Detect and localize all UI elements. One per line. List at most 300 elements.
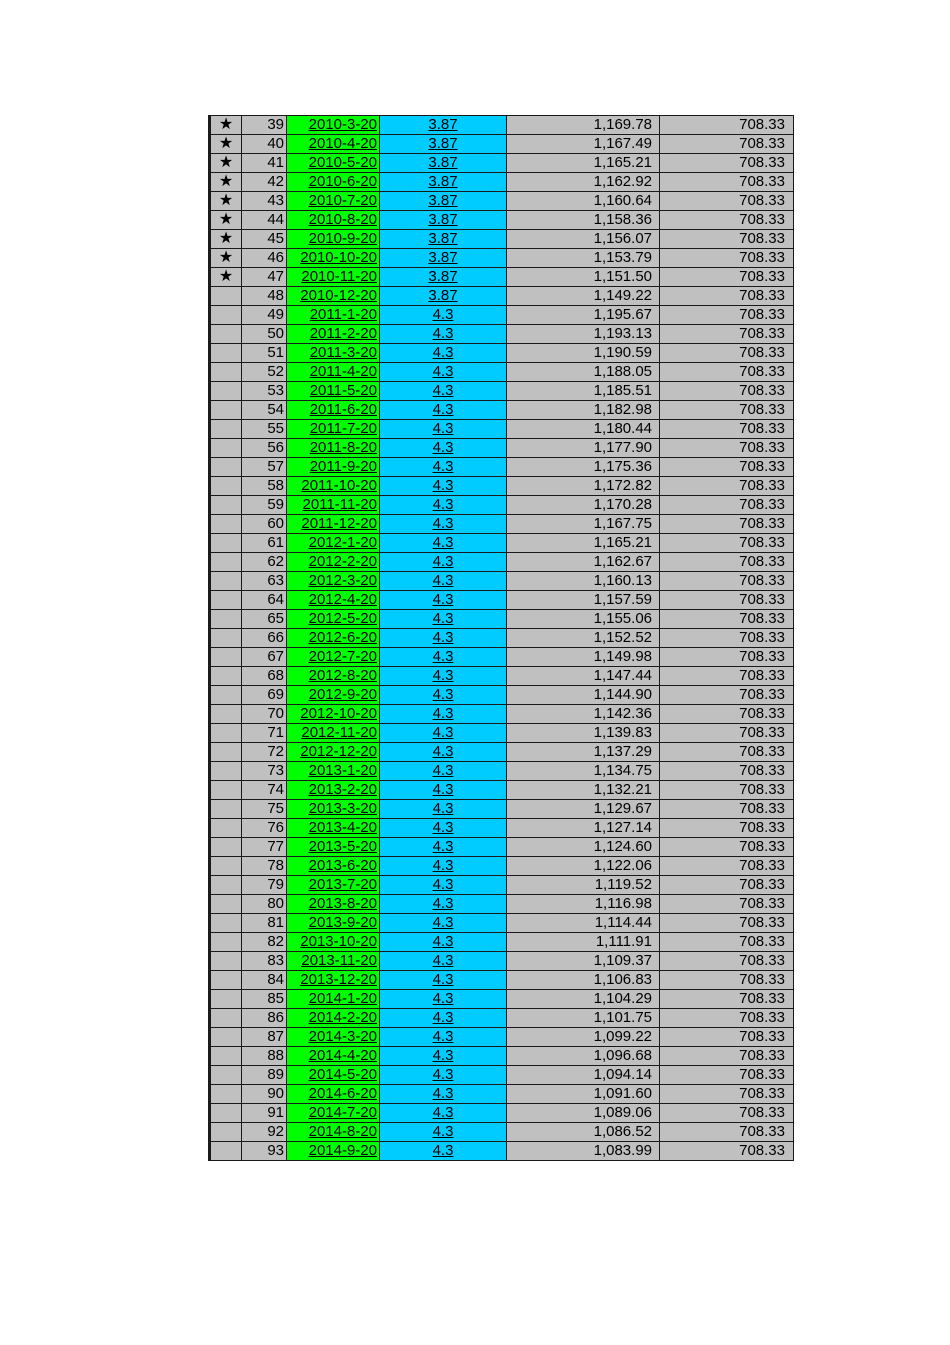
payment-date-cell[interactable]: 2014-9-20 — [287, 1142, 380, 1161]
mark-cell[interactable] — [210, 439, 242, 458]
interest-rate-cell[interactable]: 4.3 — [380, 1142, 507, 1161]
interest-rate-cell[interactable]: 4.3 — [380, 857, 507, 876]
mark-cell[interactable] — [210, 401, 242, 420]
interest-rate-cell[interactable]: 4.3 — [380, 819, 507, 838]
period-number-cell[interactable]: 75 — [242, 800, 287, 819]
period-number-cell[interactable]: 69 — [242, 686, 287, 705]
balance-cell[interactable]: 1,162.92 — [507, 173, 660, 192]
period-number-cell[interactable]: 82 — [242, 933, 287, 952]
payment-cell[interactable]: 708.33 — [660, 382, 794, 401]
payment-cell[interactable]: 708.33 — [660, 819, 794, 838]
interest-rate-cell[interactable]: 4.3 — [380, 629, 507, 648]
balance-cell[interactable]: 1,124.60 — [507, 838, 660, 857]
interest-rate-cell[interactable]: 4.3 — [380, 762, 507, 781]
payment-date-cell[interactable]: 2011-9-20 — [287, 458, 380, 477]
interest-rate-cell[interactable]: 4.3 — [380, 477, 507, 496]
payment-cell[interactable]: 708.33 — [660, 990, 794, 1009]
mark-cell[interactable] — [210, 914, 242, 933]
balance-cell[interactable]: 1,142.36 — [507, 705, 660, 724]
balance-cell[interactable]: 1,147.44 — [507, 667, 660, 686]
payment-cell[interactable]: 708.33 — [660, 705, 794, 724]
mark-cell[interactable] — [210, 458, 242, 477]
payment-cell[interactable]: 708.33 — [660, 591, 794, 610]
payment-date-cell[interactable]: 2010-8-20 — [287, 211, 380, 230]
interest-rate-cell[interactable]: 4.3 — [380, 648, 507, 667]
balance-cell[interactable]: 1,162.67 — [507, 553, 660, 572]
payment-cell[interactable]: 708.33 — [660, 116, 794, 135]
interest-rate-cell[interactable]: 3.87 — [380, 173, 507, 192]
payment-cell[interactable]: 708.33 — [660, 857, 794, 876]
interest-rate-cell[interactable]: 4.3 — [380, 781, 507, 800]
period-number-cell[interactable]: 55 — [242, 420, 287, 439]
interest-rate-cell[interactable]: 3.87 — [380, 116, 507, 135]
mark-cell[interactable] — [210, 838, 242, 857]
period-number-cell[interactable]: 66 — [242, 629, 287, 648]
interest-rate-cell[interactable]: 4.3 — [380, 686, 507, 705]
balance-cell[interactable]: 1,175.36 — [507, 458, 660, 477]
payment-cell[interactable]: 708.33 — [660, 420, 794, 439]
payment-cell[interactable]: 708.33 — [660, 724, 794, 743]
mark-cell[interactable] — [210, 876, 242, 895]
interest-rate-cell[interactable]: 4.3 — [380, 971, 507, 990]
payment-cell[interactable]: 708.33 — [660, 876, 794, 895]
period-number-cell[interactable]: 63 — [242, 572, 287, 591]
period-number-cell[interactable]: 84 — [242, 971, 287, 990]
payment-date-cell[interactable]: 2012-1-20 — [287, 534, 380, 553]
payment-date-cell[interactable]: 2012-10-20 — [287, 705, 380, 724]
balance-cell[interactable]: 1,116.98 — [507, 895, 660, 914]
period-number-cell[interactable]: 46 — [242, 249, 287, 268]
mark-cell[interactable] — [210, 553, 242, 572]
mark-cell[interactable] — [210, 648, 242, 667]
period-number-cell[interactable]: 85 — [242, 990, 287, 1009]
interest-rate-cell[interactable]: 4.3 — [380, 496, 507, 515]
period-number-cell[interactable]: 54 — [242, 401, 287, 420]
mark-cell[interactable] — [210, 1104, 242, 1123]
payment-date-cell[interactable]: 2010-4-20 — [287, 135, 380, 154]
balance-cell[interactable]: 1,169.78 — [507, 116, 660, 135]
mark-cell[interactable] — [210, 1009, 242, 1028]
payment-cell[interactable]: 708.33 — [660, 610, 794, 629]
payment-date-cell[interactable]: 2014-5-20 — [287, 1066, 380, 1085]
period-number-cell[interactable]: 70 — [242, 705, 287, 724]
payment-cell[interactable]: 708.33 — [660, 249, 794, 268]
period-number-cell[interactable]: 43 — [242, 192, 287, 211]
balance-cell[interactable]: 1,180.44 — [507, 420, 660, 439]
payment-date-cell[interactable]: 2012-3-20 — [287, 572, 380, 591]
interest-rate-cell[interactable]: 4.3 — [380, 553, 507, 572]
interest-rate-cell[interactable]: 4.3 — [380, 1085, 507, 1104]
balance-cell[interactable]: 1,158.36 — [507, 211, 660, 230]
payment-cell[interactable]: 708.33 — [660, 914, 794, 933]
payment-cell[interactable]: 708.33 — [660, 781, 794, 800]
mark-cell[interactable] — [210, 990, 242, 1009]
payment-date-cell[interactable]: 2010-5-20 — [287, 154, 380, 173]
interest-rate-cell[interactable]: 4.3 — [380, 1104, 507, 1123]
payment-date-cell[interactable]: 2014-6-20 — [287, 1085, 380, 1104]
payment-cell[interactable]: 708.33 — [660, 629, 794, 648]
period-number-cell[interactable]: 90 — [242, 1085, 287, 1104]
payment-date-cell[interactable]: 2011-10-20 — [287, 477, 380, 496]
period-number-cell[interactable]: 83 — [242, 952, 287, 971]
period-number-cell[interactable]: 67 — [242, 648, 287, 667]
period-number-cell[interactable]: 48 — [242, 287, 287, 306]
balance-cell[interactable]: 1,106.83 — [507, 971, 660, 990]
payment-date-cell[interactable]: 2013-9-20 — [287, 914, 380, 933]
interest-rate-cell[interactable]: 4.3 — [380, 439, 507, 458]
period-number-cell[interactable]: 64 — [242, 591, 287, 610]
payment-date-cell[interactable]: 2013-12-20 — [287, 971, 380, 990]
balance-cell[interactable]: 1,101.75 — [507, 1009, 660, 1028]
balance-cell[interactable]: 1,190.59 — [507, 344, 660, 363]
interest-rate-cell[interactable]: 3.87 — [380, 268, 507, 287]
period-number-cell[interactable]: 71 — [242, 724, 287, 743]
balance-cell[interactable]: 1,195.67 — [507, 306, 660, 325]
period-number-cell[interactable]: 80 — [242, 895, 287, 914]
period-number-cell[interactable]: 88 — [242, 1047, 287, 1066]
payment-cell[interactable]: 708.33 — [660, 895, 794, 914]
payment-date-cell[interactable]: 2012-9-20 — [287, 686, 380, 705]
mark-cell[interactable] — [210, 743, 242, 762]
period-number-cell[interactable]: 78 — [242, 857, 287, 876]
payment-cell[interactable]: 708.33 — [660, 1047, 794, 1066]
interest-rate-cell[interactable]: 4.3 — [380, 838, 507, 857]
interest-rate-cell[interactable]: 4.3 — [380, 1009, 507, 1028]
mark-cell[interactable] — [210, 781, 242, 800]
period-number-cell[interactable]: 44 — [242, 211, 287, 230]
mark-cell[interactable] — [210, 591, 242, 610]
mark-cell[interactable] — [210, 971, 242, 990]
balance-cell[interactable]: 1,182.98 — [507, 401, 660, 420]
payment-date-cell[interactable]: 2013-8-20 — [287, 895, 380, 914]
interest-rate-cell[interactable]: 3.87 — [380, 249, 507, 268]
mark-cell[interactable] — [210, 952, 242, 971]
payment-cell[interactable]: 708.33 — [660, 933, 794, 952]
interest-rate-cell[interactable]: 4.3 — [380, 458, 507, 477]
payment-cell[interactable]: 708.33 — [660, 458, 794, 477]
balance-cell[interactable]: 1,096.68 — [507, 1047, 660, 1066]
payment-cell[interactable]: 708.33 — [660, 515, 794, 534]
balance-cell[interactable]: 1,127.14 — [507, 819, 660, 838]
mark-cell[interactable] — [210, 382, 242, 401]
balance-cell[interactable]: 1,165.21 — [507, 154, 660, 173]
mark-cell[interactable] — [210, 420, 242, 439]
payment-date-cell[interactable]: 2010-12-20 — [287, 287, 380, 306]
payment-date-cell[interactable]: 2011-1-20 — [287, 306, 380, 325]
payment-cell[interactable]: 708.33 — [660, 363, 794, 382]
interest-rate-cell[interactable]: 4.3 — [380, 382, 507, 401]
balance-cell[interactable]: 1,122.06 — [507, 857, 660, 876]
payment-date-cell[interactable]: 2013-5-20 — [287, 838, 380, 857]
payment-cell[interactable]: 708.33 — [660, 686, 794, 705]
interest-rate-cell[interactable]: 3.87 — [380, 154, 507, 173]
payment-date-cell[interactable]: 2013-4-20 — [287, 819, 380, 838]
balance-cell[interactable]: 1,132.21 — [507, 781, 660, 800]
payment-date-cell[interactable]: 2013-3-20 — [287, 800, 380, 819]
star-icon[interactable]: ★ — [210, 268, 242, 287]
period-number-cell[interactable]: 50 — [242, 325, 287, 344]
balance-cell[interactable]: 1,167.75 — [507, 515, 660, 534]
interest-rate-cell[interactable]: 4.3 — [380, 705, 507, 724]
mark-cell[interactable] — [210, 344, 242, 363]
payment-date-cell[interactable]: 2014-3-20 — [287, 1028, 380, 1047]
interest-rate-cell[interactable]: 4.3 — [380, 363, 507, 382]
balance-cell[interactable]: 1,114.44 — [507, 914, 660, 933]
star-icon[interactable]: ★ — [210, 230, 242, 249]
balance-cell[interactable]: 1,167.49 — [507, 135, 660, 154]
period-number-cell[interactable]: 49 — [242, 306, 287, 325]
period-number-cell[interactable]: 81 — [242, 914, 287, 933]
payment-date-cell[interactable]: 2013-2-20 — [287, 781, 380, 800]
payment-cell[interactable]: 708.33 — [660, 192, 794, 211]
payment-date-cell[interactable]: 2011-3-20 — [287, 344, 380, 363]
payment-date-cell[interactable]: 2011-12-20 — [287, 515, 380, 534]
payment-date-cell[interactable]: 2013-10-20 — [287, 933, 380, 952]
payment-date-cell[interactable]: 2011-11-20 — [287, 496, 380, 515]
mark-cell[interactable] — [210, 572, 242, 591]
mark-cell[interactable] — [210, 1066, 242, 1085]
period-number-cell[interactable]: 68 — [242, 667, 287, 686]
payment-date-cell[interactable]: 2014-4-20 — [287, 1047, 380, 1066]
interest-rate-cell[interactable]: 4.3 — [380, 933, 507, 952]
payment-date-cell[interactable]: 2013-1-20 — [287, 762, 380, 781]
interest-rate-cell[interactable]: 4.3 — [380, 591, 507, 610]
mark-cell[interactable] — [210, 363, 242, 382]
interest-rate-cell[interactable]: 4.3 — [380, 1047, 507, 1066]
payment-date-cell[interactable]: 2010-10-20 — [287, 249, 380, 268]
payment-date-cell[interactable]: 2010-6-20 — [287, 173, 380, 192]
balance-cell[interactable]: 1,177.90 — [507, 439, 660, 458]
interest-rate-cell[interactable]: 4.3 — [380, 401, 507, 420]
period-number-cell[interactable]: 86 — [242, 1009, 287, 1028]
mark-cell[interactable] — [210, 686, 242, 705]
star-icon[interactable]: ★ — [210, 173, 242, 192]
payment-cell[interactable]: 708.33 — [660, 211, 794, 230]
star-icon[interactable]: ★ — [210, 249, 242, 268]
period-number-cell[interactable]: 56 — [242, 439, 287, 458]
period-number-cell[interactable]: 65 — [242, 610, 287, 629]
payment-date-cell[interactable]: 2012-7-20 — [287, 648, 380, 667]
period-number-cell[interactable]: 53 — [242, 382, 287, 401]
mark-cell[interactable] — [210, 705, 242, 724]
interest-rate-cell[interactable]: 4.3 — [380, 534, 507, 553]
balance-cell[interactable]: 1,152.52 — [507, 629, 660, 648]
period-number-cell[interactable]: 73 — [242, 762, 287, 781]
payment-cell[interactable]: 708.33 — [660, 173, 794, 192]
interest-rate-cell[interactable]: 4.3 — [380, 800, 507, 819]
payment-date-cell[interactable]: 2010-9-20 — [287, 230, 380, 249]
payment-cell[interactable]: 708.33 — [660, 1085, 794, 1104]
interest-rate-cell[interactable]: 3.87 — [380, 287, 507, 306]
balance-cell[interactable]: 1,134.75 — [507, 762, 660, 781]
balance-cell[interactable]: 1,089.06 — [507, 1104, 660, 1123]
payment-cell[interactable]: 708.33 — [660, 477, 794, 496]
balance-cell[interactable]: 1,153.79 — [507, 249, 660, 268]
payment-date-cell[interactable]: 2010-7-20 — [287, 192, 380, 211]
balance-cell[interactable]: 1,172.82 — [507, 477, 660, 496]
balance-cell[interactable]: 1,086.52 — [507, 1123, 660, 1142]
interest-rate-cell[interactable]: 3.87 — [380, 192, 507, 211]
payment-cell[interactable]: 708.33 — [660, 135, 794, 154]
mark-cell[interactable] — [210, 1123, 242, 1142]
payment-date-cell[interactable]: 2011-6-20 — [287, 401, 380, 420]
payment-date-cell[interactable]: 2013-11-20 — [287, 952, 380, 971]
period-number-cell[interactable]: 45 — [242, 230, 287, 249]
mark-cell[interactable] — [210, 325, 242, 344]
interest-rate-cell[interactable]: 4.3 — [380, 895, 507, 914]
interest-rate-cell[interactable]: 4.3 — [380, 515, 507, 534]
interest-rate-cell[interactable]: 4.3 — [380, 952, 507, 971]
balance-cell[interactable]: 1,160.13 — [507, 572, 660, 591]
balance-cell[interactable]: 1,155.06 — [507, 610, 660, 629]
mark-cell[interactable] — [210, 477, 242, 496]
interest-rate-cell[interactable]: 3.87 — [380, 211, 507, 230]
mark-cell[interactable] — [210, 610, 242, 629]
payment-cell[interactable]: 708.33 — [660, 1066, 794, 1085]
payment-date-cell[interactable]: 2014-7-20 — [287, 1104, 380, 1123]
payment-date-cell[interactable]: 2011-7-20 — [287, 420, 380, 439]
payment-cell[interactable]: 708.33 — [660, 952, 794, 971]
balance-cell[interactable]: 1,129.67 — [507, 800, 660, 819]
period-number-cell[interactable]: 40 — [242, 135, 287, 154]
payment-date-cell[interactable]: 2011-2-20 — [287, 325, 380, 344]
payment-cell[interactable]: 708.33 — [660, 534, 794, 553]
mark-cell[interactable] — [210, 800, 242, 819]
star-icon[interactable]: ★ — [210, 135, 242, 154]
period-number-cell[interactable]: 57 — [242, 458, 287, 477]
period-number-cell[interactable]: 51 — [242, 344, 287, 363]
mark-cell[interactable] — [210, 534, 242, 553]
period-number-cell[interactable]: 60 — [242, 515, 287, 534]
payment-date-cell[interactable]: 2012-4-20 — [287, 591, 380, 610]
period-number-cell[interactable]: 79 — [242, 876, 287, 895]
balance-cell[interactable]: 1,193.13 — [507, 325, 660, 344]
mark-cell[interactable] — [210, 629, 242, 648]
period-number-cell[interactable]: 87 — [242, 1028, 287, 1047]
balance-cell[interactable]: 1,139.83 — [507, 724, 660, 743]
period-number-cell[interactable]: 92 — [242, 1123, 287, 1142]
interest-rate-cell[interactable]: 4.3 — [380, 876, 507, 895]
interest-rate-cell[interactable]: 4.3 — [380, 306, 507, 325]
mark-cell[interactable] — [210, 1047, 242, 1066]
interest-rate-cell[interactable]: 4.3 — [380, 990, 507, 1009]
payment-cell[interactable]: 708.33 — [660, 838, 794, 857]
payment-date-cell[interactable]: 2011-4-20 — [287, 363, 380, 382]
balance-cell[interactable]: 1,083.99 — [507, 1142, 660, 1161]
interest-rate-cell[interactable]: 4.3 — [380, 572, 507, 591]
payment-cell[interactable]: 708.33 — [660, 553, 794, 572]
payment-cell[interactable]: 708.33 — [660, 306, 794, 325]
interest-rate-cell[interactable]: 4.3 — [380, 914, 507, 933]
period-number-cell[interactable]: 39 — [242, 116, 287, 135]
period-number-cell[interactable]: 52 — [242, 363, 287, 382]
interest-rate-cell[interactable]: 3.87 — [380, 230, 507, 249]
payment-cell[interactable]: 708.33 — [660, 762, 794, 781]
period-number-cell[interactable]: 58 — [242, 477, 287, 496]
payment-cell[interactable]: 708.33 — [660, 971, 794, 990]
mark-cell[interactable] — [210, 895, 242, 914]
payment-date-cell[interactable]: 2011-5-20 — [287, 382, 380, 401]
mark-cell[interactable] — [210, 857, 242, 876]
period-number-cell[interactable]: 93 — [242, 1142, 287, 1161]
interest-rate-cell[interactable]: 4.3 — [380, 344, 507, 363]
mark-cell[interactable] — [210, 933, 242, 952]
payment-cell[interactable]: 708.33 — [660, 439, 794, 458]
balance-cell[interactable]: 1,170.28 — [507, 496, 660, 515]
star-icon[interactable]: ★ — [210, 154, 242, 173]
balance-cell[interactable]: 1,151.50 — [507, 268, 660, 287]
payment-date-cell[interactable]: 2010-11-20 — [287, 268, 380, 287]
payment-date-cell[interactable]: 2011-8-20 — [287, 439, 380, 458]
period-number-cell[interactable]: 74 — [242, 781, 287, 800]
period-number-cell[interactable]: 89 — [242, 1066, 287, 1085]
mark-cell[interactable] — [210, 724, 242, 743]
balance-cell[interactable]: 1,104.29 — [507, 990, 660, 1009]
star-icon[interactable]: ★ — [210, 116, 242, 135]
interest-rate-cell[interactable]: 4.3 — [380, 724, 507, 743]
payment-date-cell[interactable]: 2014-8-20 — [287, 1123, 380, 1142]
mark-cell[interactable] — [210, 515, 242, 534]
period-number-cell[interactable]: 72 — [242, 743, 287, 762]
balance-cell[interactable]: 1,119.52 — [507, 876, 660, 895]
interest-rate-cell[interactable]: 4.3 — [380, 743, 507, 762]
payment-date-cell[interactable]: 2012-5-20 — [287, 610, 380, 629]
payment-date-cell[interactable]: 2010-3-20 — [287, 116, 380, 135]
period-number-cell[interactable]: 62 — [242, 553, 287, 572]
payment-cell[interactable]: 708.33 — [660, 344, 794, 363]
payment-date-cell[interactable]: 2014-1-20 — [287, 990, 380, 1009]
mark-cell[interactable] — [210, 1142, 242, 1161]
balance-cell[interactable]: 1,099.22 — [507, 1028, 660, 1047]
payment-date-cell[interactable]: 2012-12-20 — [287, 743, 380, 762]
interest-rate-cell[interactable]: 3.87 — [380, 135, 507, 154]
balance-cell[interactable]: 1,165.21 — [507, 534, 660, 553]
payment-cell[interactable]: 708.33 — [660, 496, 794, 515]
mark-cell[interactable] — [210, 762, 242, 781]
payment-cell[interactable]: 708.33 — [660, 1123, 794, 1142]
interest-rate-cell[interactable]: 4.3 — [380, 325, 507, 344]
period-number-cell[interactable]: 77 — [242, 838, 287, 857]
mark-cell[interactable] — [210, 287, 242, 306]
payment-cell[interactable]: 708.33 — [660, 1009, 794, 1028]
balance-cell[interactable]: 1,111.91 — [507, 933, 660, 952]
payment-cell[interactable]: 708.33 — [660, 743, 794, 762]
mark-cell[interactable] — [210, 1028, 242, 1047]
payment-cell[interactable]: 708.33 — [660, 154, 794, 173]
period-number-cell[interactable]: 61 — [242, 534, 287, 553]
star-icon[interactable]: ★ — [210, 211, 242, 230]
mark-cell[interactable] — [210, 306, 242, 325]
period-number-cell[interactable]: 42 — [242, 173, 287, 192]
payment-date-cell[interactable]: 2012-11-20 — [287, 724, 380, 743]
payment-cell[interactable]: 708.33 — [660, 800, 794, 819]
mark-cell[interactable] — [210, 667, 242, 686]
payment-date-cell[interactable]: 2013-7-20 — [287, 876, 380, 895]
balance-cell[interactable]: 1,091.60 — [507, 1085, 660, 1104]
interest-rate-cell[interactable]: 4.3 — [380, 1066, 507, 1085]
balance-cell[interactable]: 1,149.22 — [507, 287, 660, 306]
balance-cell[interactable]: 1,137.29 — [507, 743, 660, 762]
payment-cell[interactable]: 708.33 — [660, 667, 794, 686]
payment-cell[interactable]: 708.33 — [660, 1142, 794, 1161]
period-number-cell[interactable]: 76 — [242, 819, 287, 838]
payment-cell[interactable]: 708.33 — [660, 648, 794, 667]
interest-rate-cell[interactable]: 4.3 — [380, 1123, 507, 1142]
balance-cell[interactable]: 1,144.90 — [507, 686, 660, 705]
interest-rate-cell[interactable]: 4.3 — [380, 610, 507, 629]
balance-cell[interactable]: 1,109.37 — [507, 952, 660, 971]
payment-cell[interactable]: 708.33 — [660, 268, 794, 287]
